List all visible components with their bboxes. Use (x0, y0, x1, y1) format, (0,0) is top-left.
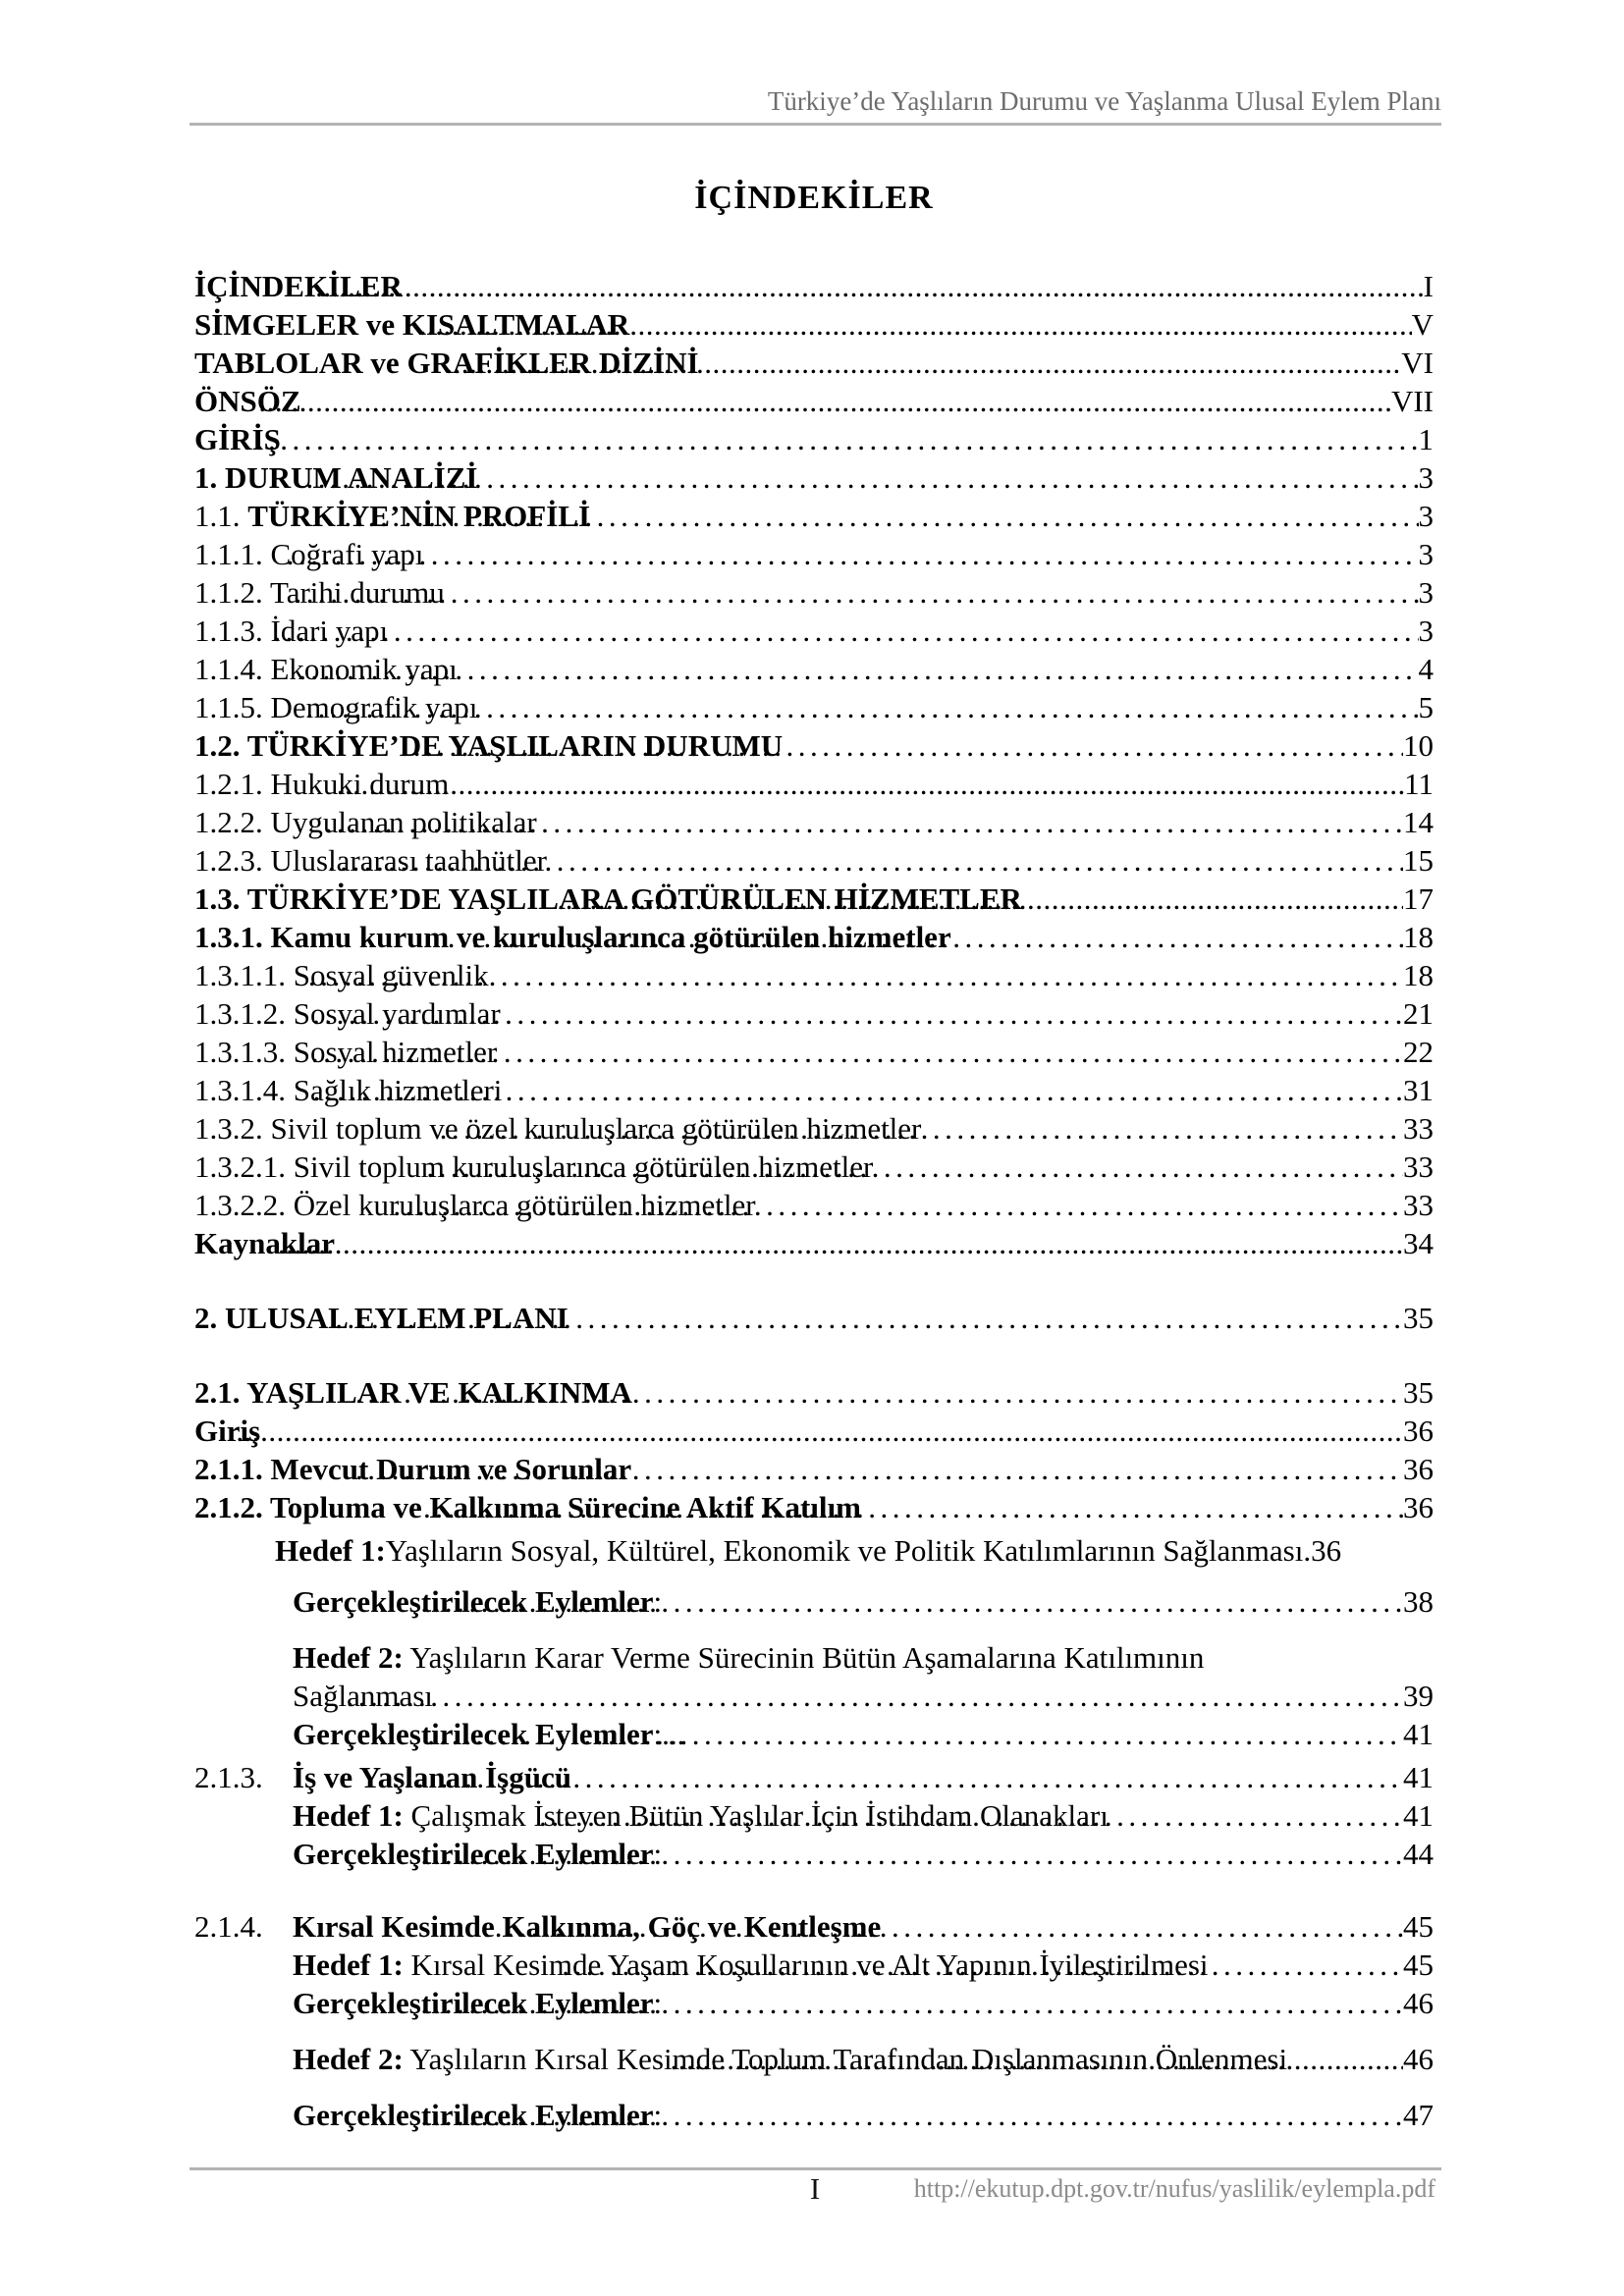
toc-entry-page: 44 (1403, 1837, 1434, 1871)
toc-entry-label: 1.1.3. İdari yapı (194, 614, 389, 648)
dot-leader (669, 2040, 1403, 2078)
toc-entry (194, 1373, 1434, 1412)
page-title: İÇİNDEKİLER (694, 180, 934, 216)
toc-entry-label: 1.2. TÜRKİYE’DE YAŞLILARIN DURUMU (194, 728, 784, 763)
dot-leader (424, 1148, 1403, 1186)
dot-leader (353, 1373, 1403, 1412)
dot-leader (271, 612, 1418, 650)
toc-entry-label: İş ve Yaşlanan İşgücü (293, 1760, 571, 1794)
dot-leader (418, 2096, 1403, 2134)
dot-leader (353, 1450, 1403, 1488)
toc-entry-page: 46 (1403, 1986, 1434, 2020)
toc-entry-label: 1.1.2. Tarihi durumu (194, 575, 445, 610)
toc-entry (194, 1488, 1434, 1526)
toc-entry (194, 1984, 1434, 2022)
dot-leader (292, 573, 1418, 612)
toc-entry-label: Gerçekleştirilecek Eylemler: (293, 1837, 663, 1871)
toc-entry (194, 305, 1434, 344)
toc-entry-page: 3 (1418, 575, 1434, 610)
toc-entry-page: 10 (1403, 728, 1434, 763)
toc-entry-label: Hedef 1: Çalışmak İsteyen Bütün Yaşlılar İçin İstihdam Olanakları (293, 1798, 1109, 1833)
toc-entry-label: 1.3.1.1. Sosyal güvenlik (194, 958, 489, 992)
toc-entry-label: GİRİŞ (194, 422, 281, 456)
dot-leader (311, 1071, 1403, 1109)
toc-entry-label: 1.3.1.4. Sağlık hizmetleri (194, 1073, 503, 1107)
dot-leader (230, 420, 1418, 458)
toc-entry (194, 1677, 1434, 1715)
toc-entry-label: 2. ULUSAL EYLEM PLANI (194, 1301, 568, 1335)
toc-entry-label: 1.3.2.2. Özel kuruluşlarca götürülen hizmetler (194, 1188, 756, 1222)
toc-entry-label: ÖNSÖZ (194, 384, 301, 418)
toc-entry-page: 41 (1403, 1760, 1434, 1794)
toc-entry-number: 2.1.4. (194, 1909, 263, 1944)
toc-entry (194, 573, 1434, 612)
dot-leader (323, 803, 1403, 841)
toc-entry (194, 1946, 1434, 1984)
toc-entry-label: Giriş (194, 1414, 261, 1448)
toc-entry-page: 33 (1403, 1111, 1434, 1146)
toc-entry-page: 22 (1403, 1035, 1434, 1069)
toc-entry (194, 765, 1434, 803)
dot-leader (326, 841, 1403, 880)
toc-entry-label: 1.2.3. Uluslararası taahhütler (194, 843, 547, 878)
toc-entry-page: 36 (1403, 1452, 1434, 1486)
toc-entry-page: 1 (1418, 422, 1434, 456)
toc-entry (194, 803, 1434, 841)
toc-entry (194, 880, 1434, 918)
dot-leader (418, 1582, 1403, 1621)
toc-entry-page: 17 (1403, 881, 1434, 916)
toc-entry (194, 420, 1434, 458)
toc-entry-label: 1.3.1.3. Sosyal hizmetler (194, 1035, 498, 1069)
toc-entry-page: VII (1390, 384, 1434, 418)
toc-entry-page: 36 (1311, 1533, 1342, 1568)
dot-leader (560, 1946, 1403, 1984)
dot-leader (399, 726, 1403, 765)
dot-leader (276, 1224, 1403, 1262)
dot-leader (417, 305, 1412, 344)
toc-entry-label: Sağlanması (293, 1679, 433, 1713)
toc-entry (194, 1715, 1434, 1753)
dot-leader (309, 1033, 1403, 1071)
toc-entry-page: 35 (1403, 1375, 1434, 1410)
toc-entry-page: 34 (1403, 1226, 1434, 1260)
toc-entry-page: 36 (1403, 1414, 1434, 1448)
dot-leader (256, 382, 1391, 420)
toc-entry (194, 1033, 1434, 1071)
dot-leader (310, 994, 1403, 1033)
toc-entry-page: 33 (1403, 1149, 1434, 1184)
dot-leader (306, 956, 1403, 994)
header-rule (189, 123, 1441, 126)
toc-entry (194, 267, 1434, 305)
dot-leader (418, 1835, 1403, 1873)
toc-entry (194, 1186, 1434, 1224)
toc-entry (194, 841, 1434, 880)
toc-entry (194, 918, 1434, 956)
toc-entry-label: 1.3. TÜRKİYE’DE YAŞLILARA GÖTÜRÜLEN HİZMETLER (194, 881, 1022, 916)
toc-entry-label: 1.1. TÜRKİYE’NİN PROFİLİ (194, 499, 591, 533)
toc-entry (194, 650, 1434, 688)
dot-leader (297, 650, 1418, 688)
dot-leader (438, 1109, 1403, 1148)
toc-entry (194, 344, 1434, 382)
toc-entry-label: TABLOLAR ve GRAFİKLER DİZİNİ (194, 346, 699, 380)
toc-entry-label: 1.1.1. Coğrafi yapı (194, 537, 424, 571)
toc-entry-page: 11 (1404, 767, 1434, 801)
toc-entry (194, 382, 1434, 420)
toc-entry-page: 3 (1418, 499, 1434, 533)
dot-leader (555, 880, 1403, 918)
toc-entry-number: 2.1.3. (194, 1760, 263, 1794)
dot-leader (342, 497, 1418, 535)
toc-entry-page: 3 (1418, 614, 1434, 648)
toc-entry-page: 18 (1403, 958, 1434, 992)
toc-entry-label: 2.1. YAŞLILAR VE KALKINMA (194, 1375, 632, 1410)
dot-leader (335, 765, 1404, 803)
toc-entry-page: 45 (1403, 1948, 1434, 1982)
toc-entry (194, 612, 1434, 650)
toc-entry-page: 15 (1403, 843, 1434, 878)
toc-entry-label: 1.3.1. Kamu kurum ve kuruluşlarınca götürülen hizmetler (194, 920, 951, 954)
dot-leader (446, 918, 1403, 956)
toc-entry-label: Kırsal Kesimde Kalkınma, Göç ve Kentleşme (293, 1909, 882, 1944)
toc-entry (194, 1835, 1434, 1873)
toc-entry (194, 994, 1434, 1033)
toc-entry-page: 33 (1403, 1188, 1434, 1222)
footer-rule (189, 2167, 1441, 2170)
toc-entry-label: 1.1.5. Demografik yapı (194, 690, 478, 724)
dot-leader (303, 688, 1418, 726)
toc-entry-label: 1.1.4. Ekonomik yapı (194, 652, 458, 686)
table-of-contents (194, 267, 1434, 2134)
page-header (189, 86, 1441, 117)
page-number: I (809, 2171, 821, 2206)
toc-entry (194, 1299, 1434, 1337)
dot-leader (313, 267, 1424, 305)
dot-leader (391, 1186, 1403, 1224)
running-title: Türkiye’de Yaşlıların Durumu ve Yaşlanma Ulusal Eylem Planı (767, 86, 1441, 116)
toc-entry (194, 1907, 1434, 1946)
dot-leader (537, 1796, 1403, 1835)
page-footer (194, 2171, 1435, 2211)
toc-entry (194, 1224, 1434, 1262)
dot-leader (285, 535, 1419, 573)
toc-entry-page: 39 (1403, 1679, 1434, 1713)
toc-entry (194, 497, 1434, 535)
toc-entry (194, 2096, 1434, 2134)
dot-leader (443, 344, 1401, 382)
toc-entry-label: 2.1.1. Mevcut Durum ve Sorunlar (194, 1452, 632, 1486)
toc-entry-label: 2.1.2. Topluma ve Kalkınma Sürecine Aktif Katılım (194, 1490, 861, 1524)
toc-entry-page: V (1411, 307, 1434, 342)
toc-entry-label: Hedef 2: Yaşlıların Kırsal Kesimde Toplum Tarafından Dışlanmasının Önlenmesi (293, 2042, 1288, 2076)
toc-entry-page: 31 (1403, 1073, 1434, 1107)
dot-leader (480, 1907, 1403, 1946)
toc-entry-label: Kaynaklar (194, 1226, 335, 1260)
toc-entry-page: 18 (1403, 920, 1434, 954)
toc-entry-label: 1.3.2. Sivil toplum ve özel kuruluşlarca götürülen hizmetler (194, 1111, 922, 1146)
dot-leader (421, 1488, 1403, 1526)
toc-entry-page: 36 (1403, 1490, 1434, 1524)
dot-leader (391, 1758, 1403, 1796)
toc-entry-page: 4 (1418, 652, 1434, 686)
toc-entry-label: 1.3.2.1. Sivil toplum kuruluşlarınca götürülen hizmetler (194, 1149, 874, 1184)
toc-entry (194, 1758, 1434, 1796)
toc-entry (194, 956, 1434, 994)
toc-entry-label: Hedef 2: Yaşlıların Karar Verme Sürecinin Bütün Aşamalarına Katılımının (293, 1640, 1205, 1675)
dot-leader (418, 1984, 1403, 2022)
toc-entry (194, 1412, 1434, 1450)
toc-entry-label: Gerçekleştirilecek Eylemler: (293, 1584, 663, 1619)
toc-entry-page: I (1423, 269, 1434, 303)
toc-entry-page: 35 (1403, 1301, 1434, 1335)
toc-entry-label: Gerçekleştirilecek Eylemler: (293, 1986, 663, 2020)
toc-entry-label: İÇİNDEKİLER (194, 269, 403, 303)
toc-entry-label: Gerçekleştirilecek Eylemler:... (293, 1717, 685, 1751)
toc-entry-label: 1.3.1.2. Sosyal yardımlar (194, 996, 501, 1031)
toc-entry-page: 41 (1403, 1798, 1434, 1833)
dot-leader (234, 1412, 1403, 1450)
toc-entry-page: 38 (1403, 1584, 1434, 1619)
toc-entry-page: 3 (1418, 537, 1434, 571)
footer-url: http://ekutup.dpt.gov.tr/nufus/yaslilik/eylempla.pdf (913, 2174, 1435, 2203)
toc-entry-page: VI (1401, 346, 1434, 380)
dot-leader (303, 458, 1418, 497)
toc-entry-page: 45 (1403, 1909, 1434, 1944)
toc-entry (194, 1148, 1434, 1186)
toc-entry-page: 47 (1403, 2098, 1434, 2132)
toc-entry-label: 1.2.1. Hukuki durum (194, 767, 450, 801)
toc-entry-page: 21 (1403, 996, 1434, 1031)
toc-entry (194, 1796, 1434, 1835)
toc-entry (194, 1582, 1434, 1621)
toc-entry-label: Hedef 1: Kırsal Kesimde Yaşam Koşullarının ve Alt Yapının İyileştirilmesi (293, 1948, 1209, 1982)
toc-entry-label: Hedef 1:Yaşlıların Sosyal, Kültürel, Ekonomik ve Politik Katılımlarının Sağlanması.36 (275, 1533, 1342, 1568)
toc-entry-page: 3 (1418, 460, 1434, 495)
toc-entry (194, 1450, 1434, 1488)
toc-entry-label: Gerçekleştirilecek Eylemler: (293, 2098, 663, 2132)
toc-entry-label: 1. DURUM ANALİZİ (194, 460, 478, 495)
dot-leader (425, 1715, 1403, 1753)
toc-entry-label: 1.2.2. Uygulanan politikalar (194, 805, 537, 839)
toc-entry (194, 1638, 1434, 1677)
toc-entry (194, 726, 1434, 765)
toc-entry (194, 688, 1434, 726)
toc-entry (194, 535, 1434, 573)
toc-entry-page: 46 (1403, 2042, 1434, 2076)
toc-entry (194, 1531, 1434, 1570)
toc-entry (194, 1109, 1434, 1148)
toc-entry-page: 5 (1418, 690, 1434, 724)
toc-entry-page: 41 (1403, 1717, 1434, 1751)
dot-leader (344, 1677, 1403, 1715)
toc-entry (194, 2040, 1434, 2078)
toc-entry-page: 14 (1403, 805, 1434, 839)
dot-leader (333, 1299, 1403, 1337)
toc-entry (194, 1071, 1434, 1109)
toc-entry (194, 458, 1434, 497)
toc-entry-label: SİMGELER ve KISALTMALAR (194, 307, 630, 342)
